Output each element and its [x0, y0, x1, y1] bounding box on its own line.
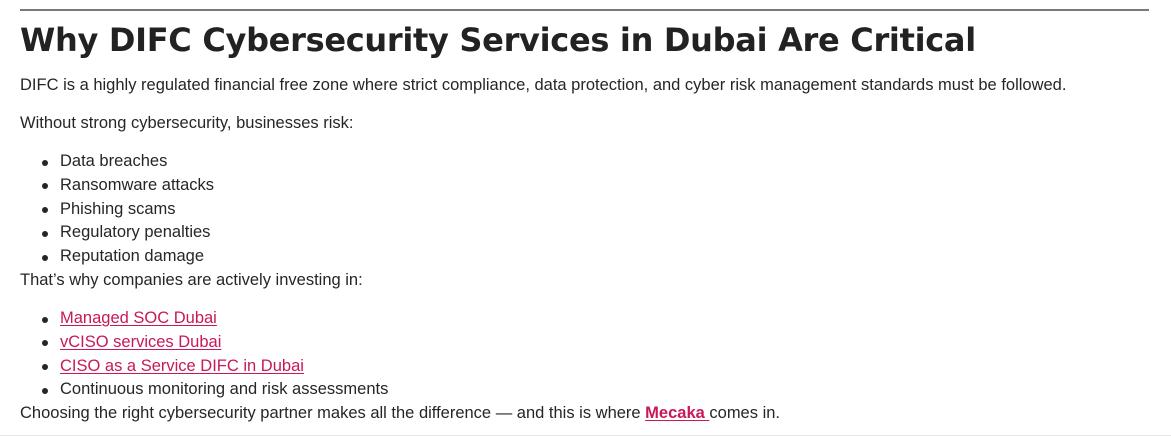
list-item — [20, 245, 214, 269]
list-item — [20, 174, 214, 198]
managed-soc-link[interactable]: Managed SOC Dubai — [60, 309, 217, 327]
list-item — [20, 150, 214, 174]
investment-list — [20, 307, 388, 402]
list-item — [20, 221, 214, 245]
risk-lead-paragraph: Without strong cybersecurity, businesses risk: — [20, 114, 354, 132]
risk-label: Ransomware attacks — [60, 175, 215, 194]
risk-label: Data breaches — [60, 152, 168, 170]
bullet-icon — [42, 255, 48, 261]
risk-label: Regulatory penalties — [60, 223, 211, 242]
bullet-icon — [42, 231, 48, 237]
invest-lead-paragraph: That’s why companies are actively investing in: — [20, 271, 363, 289]
bullet-icon — [42, 317, 48, 323]
mecaka-link[interactable]: Mecaka — [645, 404, 710, 422]
bullet-icon — [42, 388, 48, 394]
vciso-services-link[interactable]: vCISO services Dubai — [60, 332, 222, 351]
bullet-icon — [42, 364, 48, 370]
list-item — [20, 355, 388, 379]
closing-text-before: Choosing the right cybersecurity partner makes all the difference — and this is where — [20, 404, 646, 422]
risk-list — [20, 150, 214, 269]
risk-label: Phishing scams — [60, 199, 176, 218]
closing-text-after: comes in. — [709, 404, 780, 422]
ciso-as-a-service-link[interactable]: CISO as a Service DIFC in Dubai — [60, 356, 304, 375]
list-item — [20, 198, 214, 222]
bullet-icon — [42, 340, 48, 346]
bullet-icon — [42, 183, 48, 189]
risk-label: Reputation damage — [60, 247, 205, 266]
top-divider — [20, 9, 1149, 11]
closing-paragraph — [20, 402, 780, 424]
section-heading: Why DIFC Cybersecurity Services in Dubai Are Critical — [20, 21, 976, 59]
intro-paragraph: DIFC is a highly regulated financial free zone where strict compliance, data protection, and cyber risk management standards must be followed. — [20, 76, 1067, 94]
bullet-icon — [42, 207, 48, 213]
list-item — [20, 331, 388, 355]
list-item — [20, 307, 388, 331]
list-item — [20, 378, 388, 402]
bullet-icon — [42, 160, 48, 166]
monitoring-label: Continuous monitoring and risk assessments — [60, 380, 389, 399]
